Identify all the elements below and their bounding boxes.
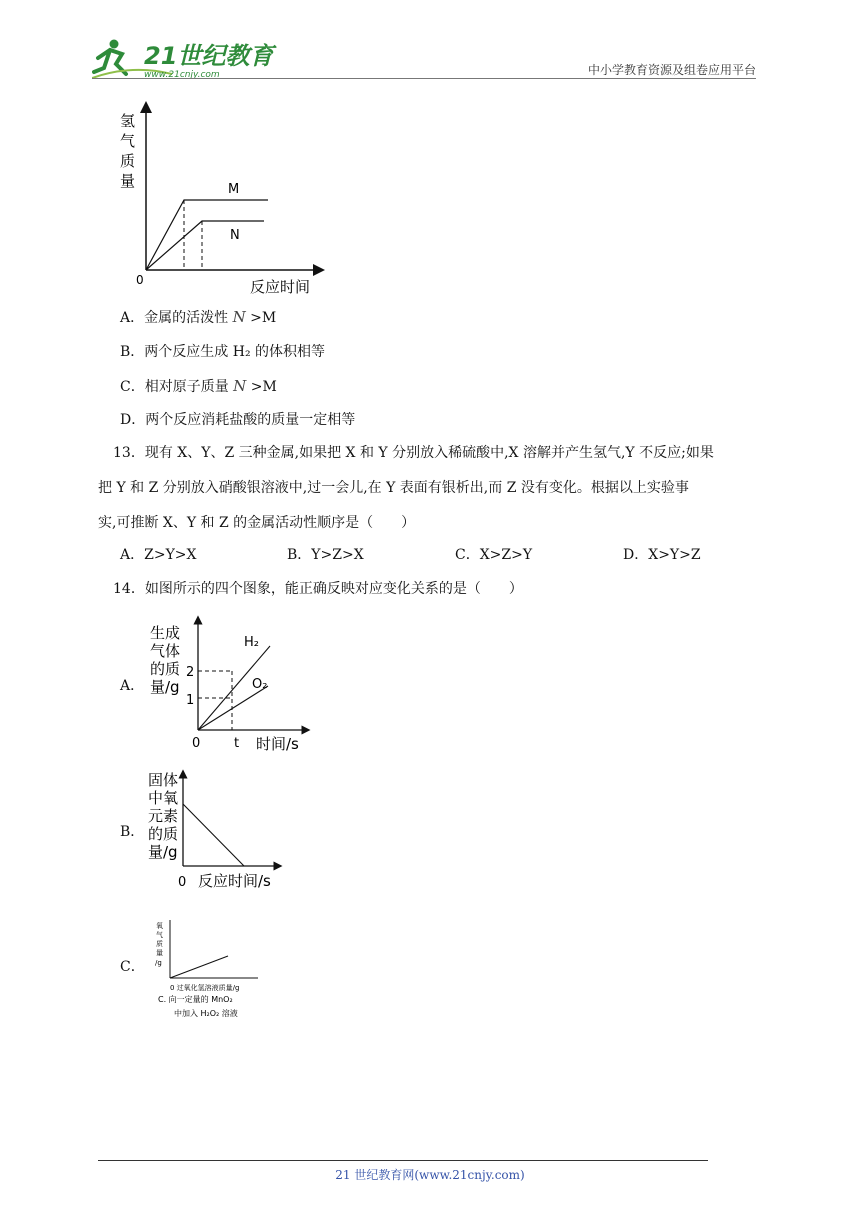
site-logo: [92, 34, 292, 82]
y-label-char: 气: [156, 931, 163, 939]
q13-stem-line3: 实,可推断 X、Y 和 Z 的金属活动性顺序是（ ）: [98, 515, 416, 531]
origin-label: 0: [178, 875, 187, 890]
q14-option-b-label: B．: [120, 824, 145, 840]
x-axis-label: 反应时间: [250, 278, 311, 296]
y-label-char: 气: [120, 132, 136, 150]
y-label-line: 量/g: [148, 843, 178, 861]
y-label-line: 元素: [148, 807, 179, 825]
y-label-line: 的质: [150, 660, 181, 678]
caption-line: C. 向一定量的 MnO₂: [158, 995, 233, 1004]
q14-figure-a: [146, 612, 336, 758]
footer-divider: [98, 1160, 708, 1161]
label-n: N: [230, 228, 240, 243]
tick-t: t: [234, 736, 240, 751]
x-axis-label: 0 过氧化氢溶液质量/g: [170, 984, 240, 992]
y-label-char: 氧: [156, 922, 163, 930]
y-label-line: 气体: [150, 642, 181, 660]
q13-stem-line2: 把 Y 和 Z 分别放入硝酸银溶液中,过一会儿,在 Y 表面有银析出,而 Z 没有变化。根据以上实验事: [98, 480, 689, 496]
y-label-line: 量/g: [150, 678, 180, 696]
q12-option-a: A．金属的活泼性 N >M: [120, 308, 277, 326]
q14-figure-b: [146, 768, 296, 896]
tick-2: 2: [186, 665, 195, 680]
q13-option-a: A．Z>Y>X: [120, 547, 197, 563]
q12-option-c: C．相对原子质量 N >M: [120, 377, 277, 395]
q14-figure-c: [150, 918, 270, 1026]
caption-line: 中加入 H₂O₂ 溶液: [174, 1009, 238, 1018]
q12-figure: [110, 98, 340, 302]
q13-option-c: C．X>Z>Y: [455, 547, 533, 563]
q14-stem: 14．如图所示的四个图象，能正确反映对应变化关系的是（ ）: [113, 581, 523, 597]
y-label-char: /g: [155, 959, 162, 967]
decreasing-line: [183, 804, 244, 866]
y-label-char: 氢: [120, 112, 136, 130]
q13-option-d: D．X>Y>Z: [623, 547, 701, 563]
label-m: M: [228, 182, 240, 197]
y-label-char: 量: [156, 949, 163, 957]
line-o2: [198, 686, 268, 730]
y-label-char: 质: [120, 152, 136, 170]
origin-label: 0: [192, 736, 201, 751]
label-o2: O₂: [252, 677, 268, 692]
line-m: [146, 200, 268, 270]
q13-option-b: B．Y>Z>X: [287, 547, 364, 563]
q12-option-b: B．两个反应生成 H₂ 的体积相等: [120, 344, 326, 360]
q14-option-a-label: A．: [120, 678, 145, 694]
line-n: [146, 221, 264, 270]
y-label-char: 质: [156, 940, 163, 948]
q12-option-d: D．两个反应消耗盐酸的质量一定相等: [120, 412, 356, 428]
y-label-char: 量: [120, 172, 136, 190]
tick-1: 1: [186, 693, 195, 708]
y-label-line: 生成: [150, 624, 181, 642]
x-axis-label: 反应时间/s: [198, 872, 271, 890]
label-h2: H₂: [244, 635, 259, 650]
q13-stem-line1: 13．现有 X、Y、Z 三种金属,如果把 X 和 Y 分别放入稀硫酸中,X 溶解并产生氢气,Y 不反应;如果: [113, 445, 714, 461]
origin-label: 0: [136, 273, 144, 287]
y-label-line: 固体: [148, 771, 179, 789]
variable-n: N: [232, 308, 246, 326]
variable-n: N: [233, 377, 247, 395]
header-divider: [92, 78, 756, 79]
q14-option-c-label: C．: [120, 959, 145, 975]
header-platform-text: 中小学教育资源及组卷应用平台: [587, 63, 756, 77]
logo-text: 21世纪教育: [144, 42, 274, 70]
x-axis-label: 时间/s: [256, 735, 299, 753]
y-label-line: 的质: [148, 825, 179, 843]
y-label-line: 中氧: [148, 789, 179, 807]
logo-url: www.21cnjy.com: [144, 70, 220, 80]
footer-text: 21 世纪教育网(www.21cnjy.com): [335, 1168, 525, 1182]
increasing-line: [170, 956, 228, 978]
